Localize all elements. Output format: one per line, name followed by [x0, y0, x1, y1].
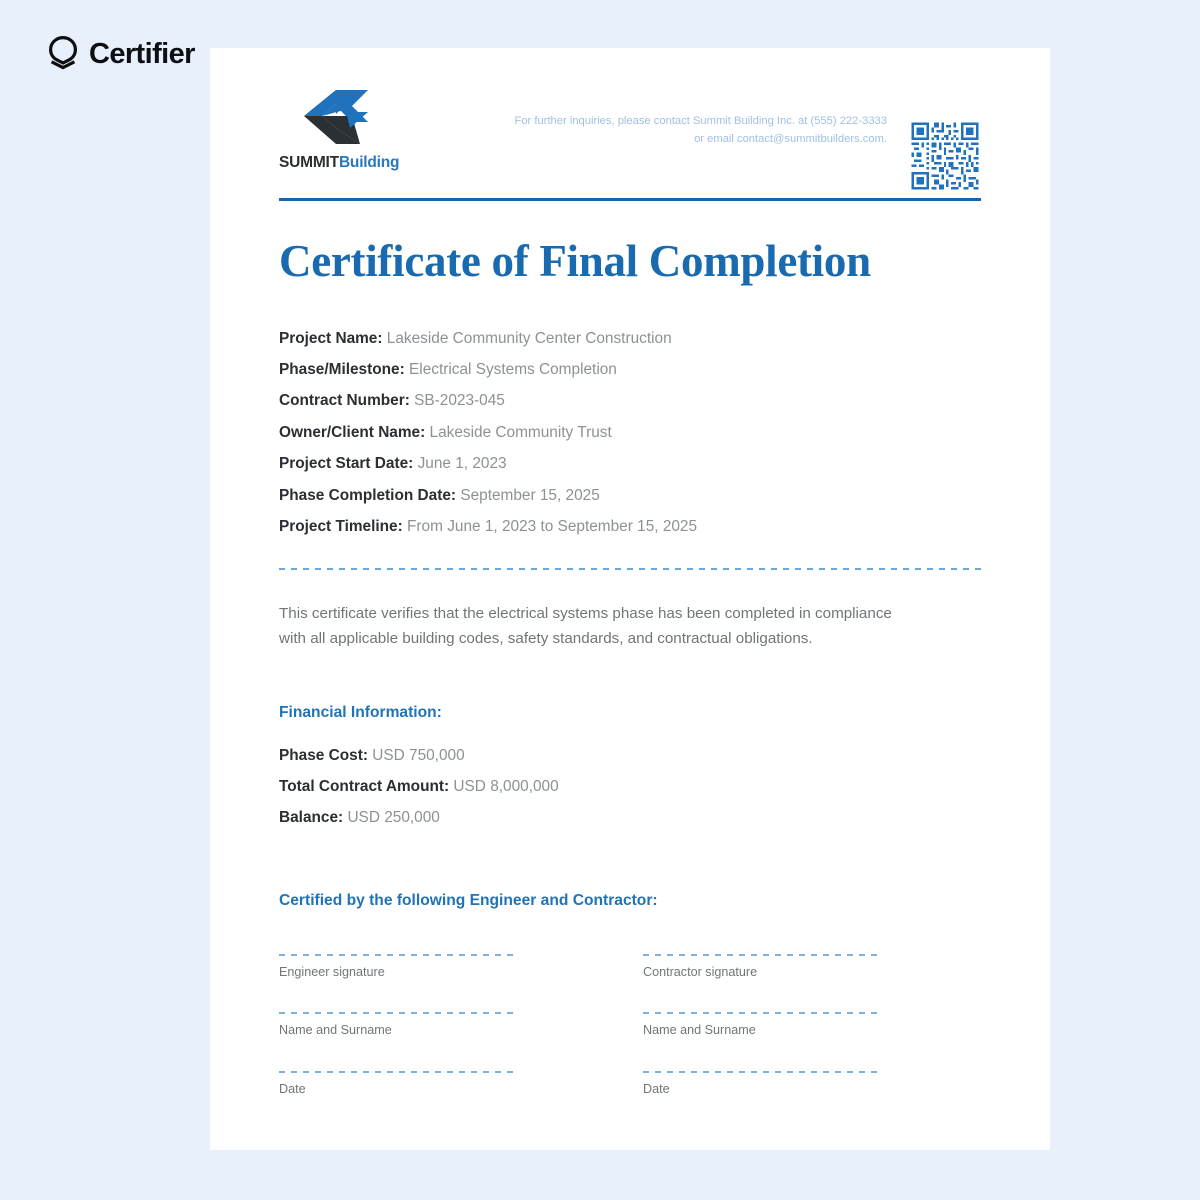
- signature-line: [279, 1012, 519, 1014]
- detail-row-project-timeline: [279, 511, 981, 542]
- detail-value: September 15, 2025: [460, 486, 600, 504]
- signature-line: [643, 1071, 883, 1073]
- detail-value: June 1, 2023: [417, 455, 507, 473]
- detail-value: SB-2023-045: [414, 392, 505, 410]
- signature-line: [643, 954, 883, 956]
- signature-line: [643, 1012, 883, 1014]
- financial-label: Phase Cost:: [279, 746, 368, 764]
- certifier-brand-name: Certifier: [89, 37, 195, 70]
- signature-line: [279, 1071, 519, 1073]
- detail-value: From June 1, 2023 to September 15, 2025: [407, 517, 698, 535]
- header-divider: [279, 198, 981, 201]
- financial-label: Total Contract Amount:: [279, 778, 450, 795]
- detail-label: Project Timeline:: [279, 517, 403, 535]
- signature-slot-contractor-date[interactable]: [643, 1071, 883, 1096]
- signature-grid: [279, 954, 981, 1096]
- signature-caption: Date: [643, 1082, 670, 1096]
- certifier-brand: [46, 36, 195, 72]
- financial-details-list: [279, 740, 981, 834]
- financial-value: USD 8,000,000: [453, 778, 559, 795]
- document-header: [279, 48, 981, 190]
- certificate-page: [210, 48, 1050, 1150]
- signature-caption: Engineer signature: [279, 964, 385, 979]
- qr-code-icon: [909, 120, 981, 192]
- financial-label: Balance:: [279, 809, 344, 827]
- signature-slot-contractor-signature[interactable]: [643, 954, 883, 979]
- organization-name-primary: SUMMIT: [279, 154, 339, 171]
- financial-row-balance: [279, 802, 981, 833]
- signature-caption: Name and Surname: [279, 1023, 392, 1038]
- signature-caption: Date: [279, 1082, 306, 1096]
- financial-information-heading: Financial Information:: [279, 703, 442, 721]
- signature-caption: Name and Surname: [643, 1023, 756, 1038]
- detail-label: Project Start Date:: [279, 455, 414, 473]
- financial-row-total-contract-amount: [279, 771, 981, 802]
- organization-block: [279, 84, 509, 172]
- detail-label: Owner/Client Name:: [279, 423, 426, 441]
- financial-row-phase-cost: [279, 740, 981, 771]
- certifier-logo-icon: [46, 36, 80, 72]
- signature-column-contractor: [643, 954, 883, 1096]
- detail-row-contract-number: [279, 385, 981, 416]
- signature-slot-engineer-date[interactable]: [279, 1071, 519, 1096]
- page-title: Certificate of Final Completion: [279, 236, 871, 286]
- financial-value: USD 250,000: [347, 809, 440, 827]
- qr-block: [909, 84, 981, 192]
- financial-value: USD 750,000: [372, 746, 465, 764]
- contact-note: For further inquiries, please contact Summit Building Inc. at (555) 222-3333 or email contact@summitbuilders.com.: [514, 115, 887, 146]
- section-divider: [279, 568, 981, 570]
- detail-row-project-start-date: [279, 448, 981, 479]
- summit-building-logo-icon: [300, 88, 372, 146]
- organization-name: [279, 154, 509, 172]
- signature-slot-engineer-signature[interactable]: [279, 954, 519, 979]
- detail-label: Phase Completion Date:: [279, 486, 457, 504]
- detail-label: Phase/Milestone:: [279, 360, 405, 378]
- detail-label: Project Name:: [279, 329, 383, 347]
- detail-row-phase-completion-date: [279, 480, 981, 511]
- detail-value: Lakeside Community Trust: [429, 423, 612, 441]
- certified-by-heading: Certified by the following Engineer and Contractor:: [279, 891, 658, 909]
- certificate-statement: This certificate verifies that the electrical systems phase has been completed in compliance with all applicable building codes, safety standards, and contractual obligations.: [279, 605, 892, 647]
- detail-value: Lakeside Community Center Construction: [386, 329, 672, 347]
- signature-slot-contractor-name[interactable]: [643, 1012, 883, 1037]
- signature-line: [279, 954, 519, 956]
- project-details-list: [279, 323, 981, 543]
- signature-column-engineer: [279, 954, 519, 1096]
- detail-row-project-name: [279, 323, 981, 354]
- signature-caption: Contractor signature: [643, 964, 758, 979]
- organization-name-secondary: Building: [338, 154, 400, 171]
- detail-row-phase-milestone: [279, 354, 981, 385]
- signature-slot-engineer-name[interactable]: [279, 1012, 519, 1037]
- detail-value: Electrical Systems Completion: [409, 360, 617, 378]
- detail-row-owner-client-name: [279, 417, 981, 448]
- detail-label: Contract Number:: [279, 392, 410, 410]
